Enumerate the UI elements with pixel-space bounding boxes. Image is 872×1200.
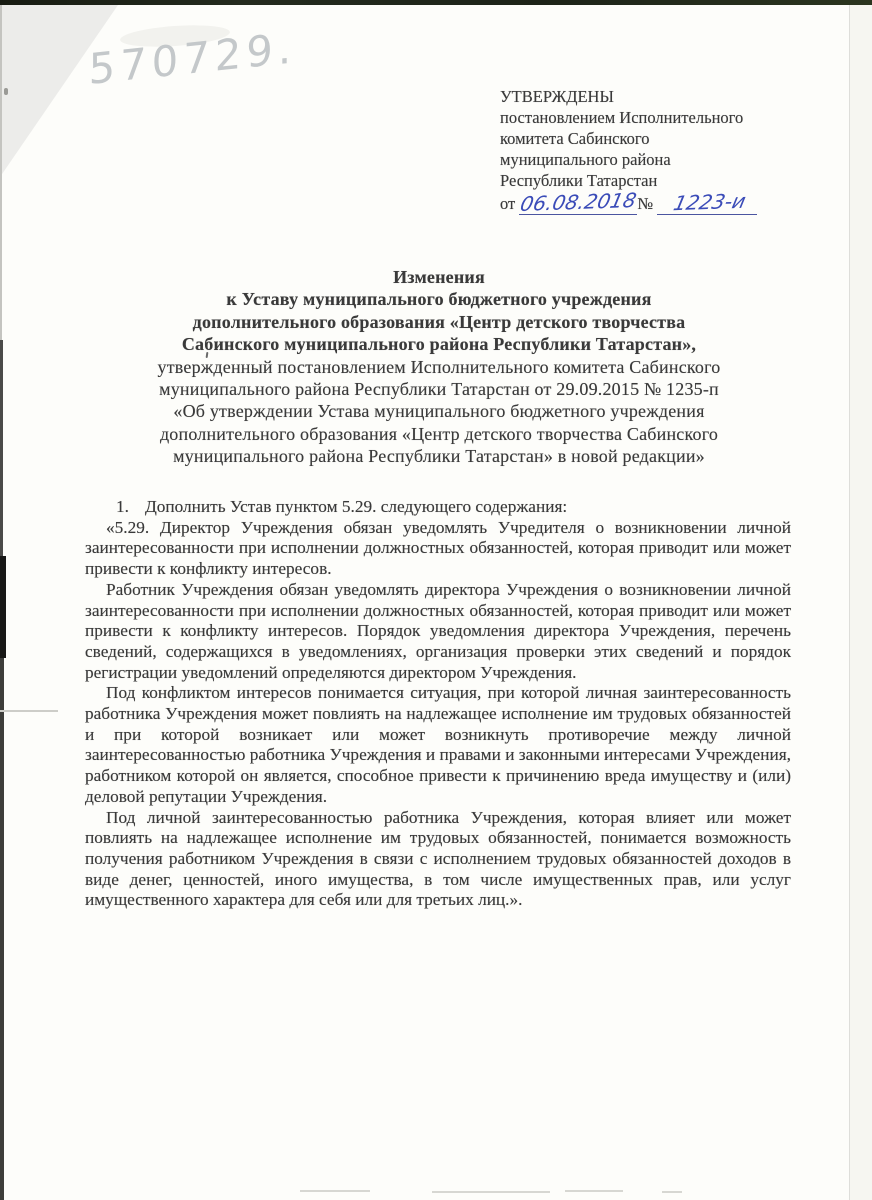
paragraph: Работник Учреждения обязан уведомлять директора Учреждения о возникновении личной заинтересованности при исполнении должностных обязанностей, которая приводит или может привести к конфликту интересов. Порядок уведомления директора Учреждения, перечень сведений, содержащихся в уведомлениях, организация проверки этих сведений и порядок регистрации уведомлений определяются директором Учреждения. — [85, 579, 791, 682]
number-sign: № — [637, 194, 654, 213]
approval-line: муниципального района — [500, 150, 671, 169]
approval-block — [500, 86, 820, 215]
scan-line-artifact — [0, 710, 58, 712]
title-line: Изменения — [393, 267, 485, 287]
scan-edge-left-mark — [0, 556, 6, 658]
document-body — [85, 497, 791, 911]
scan-edge-top — [0, 0, 872, 5]
pencil-registration-number: 570729. — [88, 22, 297, 95]
scan-speck — [4, 88, 8, 95]
scan-speck — [432, 1191, 550, 1193]
clause-text: Дополнить Устав пунктом 5.29. следующего содержания: — [144, 497, 568, 516]
scan-speck — [300, 1190, 370, 1192]
clause-number: 1. — [116, 497, 129, 516]
handwritten-number: 1223-и — [670, 188, 748, 216]
document-title — [86, 266, 792, 468]
handwritten-date: 06.08.2018 — [518, 188, 639, 216]
from-label: от — [500, 194, 516, 213]
clause-line — [85, 497, 791, 518]
paragraph: «5.29. Директор Учреждения обязан уведомлять Учредителя о возникновении личной заинтересованности при исполнении должностных обязанностей, которая приводит или может привести к конфликту интересов. — [85, 517, 791, 579]
scan-edge-left — [0, 658, 4, 1200]
title-line: Сабинского муниципального района Республики Татарстан», — [181, 334, 697, 355]
title-line: муниципального района Республики Татарстан» в новой редакции» — [173, 446, 705, 467]
scan-speck — [662, 1191, 682, 1193]
approval-line: Республики Татарстан — [500, 171, 658, 190]
title-line: муниципального района Республики Татарстан от 29.09.2015 № 1235-п — [159, 379, 719, 400]
approval-line: комитета Сабинского — [500, 129, 650, 148]
approval-line: УТВЕРЖДЕНЫ — [500, 87, 614, 106]
approval-date-number-line — [500, 188, 820, 216]
scan-edge-left — [0, 5, 2, 340]
scan-speck — [565, 1190, 623, 1192]
paragraph: Под конфликтом интересов понимается ситуация, при которой личная заинтересованность работника Учреждения может повлиять на надлежащее исполнение им трудовых обязанностей и при которой возникает или может возникнуть противоречие между личной заинтересованностью работника Учреждения и правами и законными интересами Учреждения, работником которой он является, способное привести к причинению вреда имуществу и (или) деловой репутации Учреждения. — [85, 683, 791, 806]
title-line: к Уставу муниципального бюджетного учреждения — [226, 289, 652, 310]
title-line: дополнительного образования «Центр детского творчества — [192, 311, 686, 332]
title-line: дополнительного образования «Центр детского творчества Сабинского — [159, 423, 719, 444]
title-line: утвержденный постановлением Исполнительного комитета Сабинского — [157, 356, 721, 377]
scan-edge-left — [0, 340, 3, 556]
date-underline — [518, 188, 639, 216]
number-underline — [657, 188, 757, 216]
paragraph: Под личной заинтересованностью работника Учреждения, которая влияет или может повлиять на надлежащее исполнение им трудовых обязанностей, понимается возможность получения работником Учреждения в связи с исполнением трудовых обязанностей доходов в виде денег, ценностей, иного имущества, в том числе имущественных прав, или услуг имущественного характера для себя или для третьих лиц.». — [85, 807, 791, 910]
scan-edge-right — [849, 5, 872, 1200]
title-line: «Об утверждении Устава муниципального бюджетного учреждения — [173, 401, 705, 422]
approval-line: постановлением Исполнительного — [500, 108, 744, 127]
